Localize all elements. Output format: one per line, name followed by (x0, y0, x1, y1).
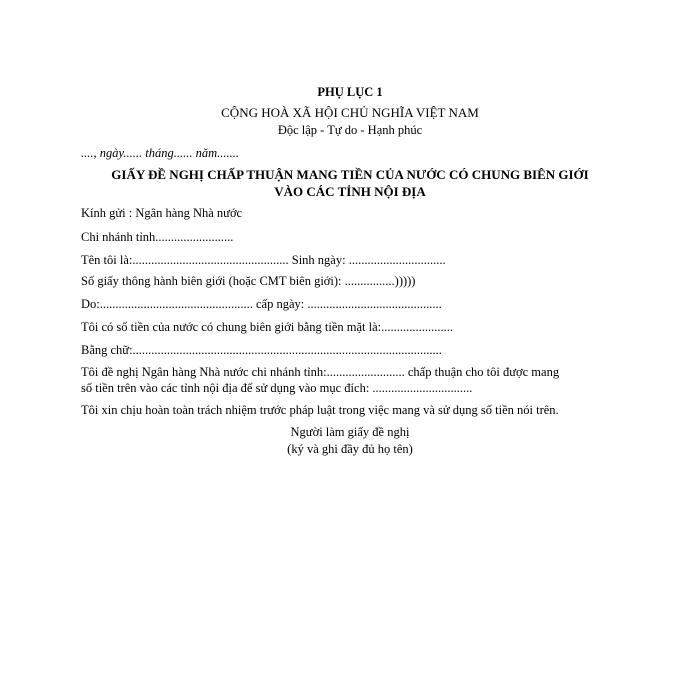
document-title-line-1: GIẤY ĐỀ NGHỊ CHẤP THUẬN MANG TIỀN CỦA NƯỚC CÓ CHUNG BIÊN GIỚI (111, 167, 589, 182)
request-line-1: Tôi đề nghị Ngân hàng Nhà nước chi nhánh tỉnh:......................... chấp thuận cho tôi được mang (81, 365, 560, 379)
issued-line: Do:................................................. cấp ngày: ........................................... (81, 297, 442, 311)
recipient-line: Kính gửi : Ngân hàng Nhà nước (81, 206, 243, 220)
branch-line: Chi nhánh tỉnh......................... (81, 230, 234, 244)
appendix-title: PHỤ LỤC 1 (317, 85, 383, 99)
country-name: CỘNG HOÀ XÃ HỘI CHỦ NGHĨA VIỆT NAM (221, 105, 479, 120)
passport-line: Số giấy thông hành biên giới (hoặc CMT biên giới): ................))))) (81, 274, 416, 288)
national-motto: Độc lập - Tự do - Hạnh phúc (277, 123, 423, 137)
amount-words-line: Bằng chữ:................................................................................................... (81, 343, 442, 357)
signer-label: Người làm giấy đề nghị (290, 425, 410, 439)
commitment-line: Tôi xin chịu hoàn toàn trách nhiệm trước pháp luật trong việc mang và sử dụng số tiền nói trên. (81, 403, 559, 417)
name-birth-line: Tên tôi là:.................................................. Sinh ngày: ............................... (81, 253, 446, 267)
date-line: ...., ngày...... tháng...... năm....... (81, 146, 239, 160)
amount-figures-line: Tôi có số tiền của nước có chung biên giới bằng tiền mặt là:....................... (81, 320, 453, 334)
signature-instruction: (ký và ghi đầy đủ họ tên) (287, 442, 413, 456)
request-line-2: số tiền trên vào các tỉnh nội địa để sử dụng vào mục đích: ................................ (81, 381, 473, 395)
document-title-line-2: VÀO CÁC TỈNH NỘI ĐỊA (274, 184, 426, 199)
